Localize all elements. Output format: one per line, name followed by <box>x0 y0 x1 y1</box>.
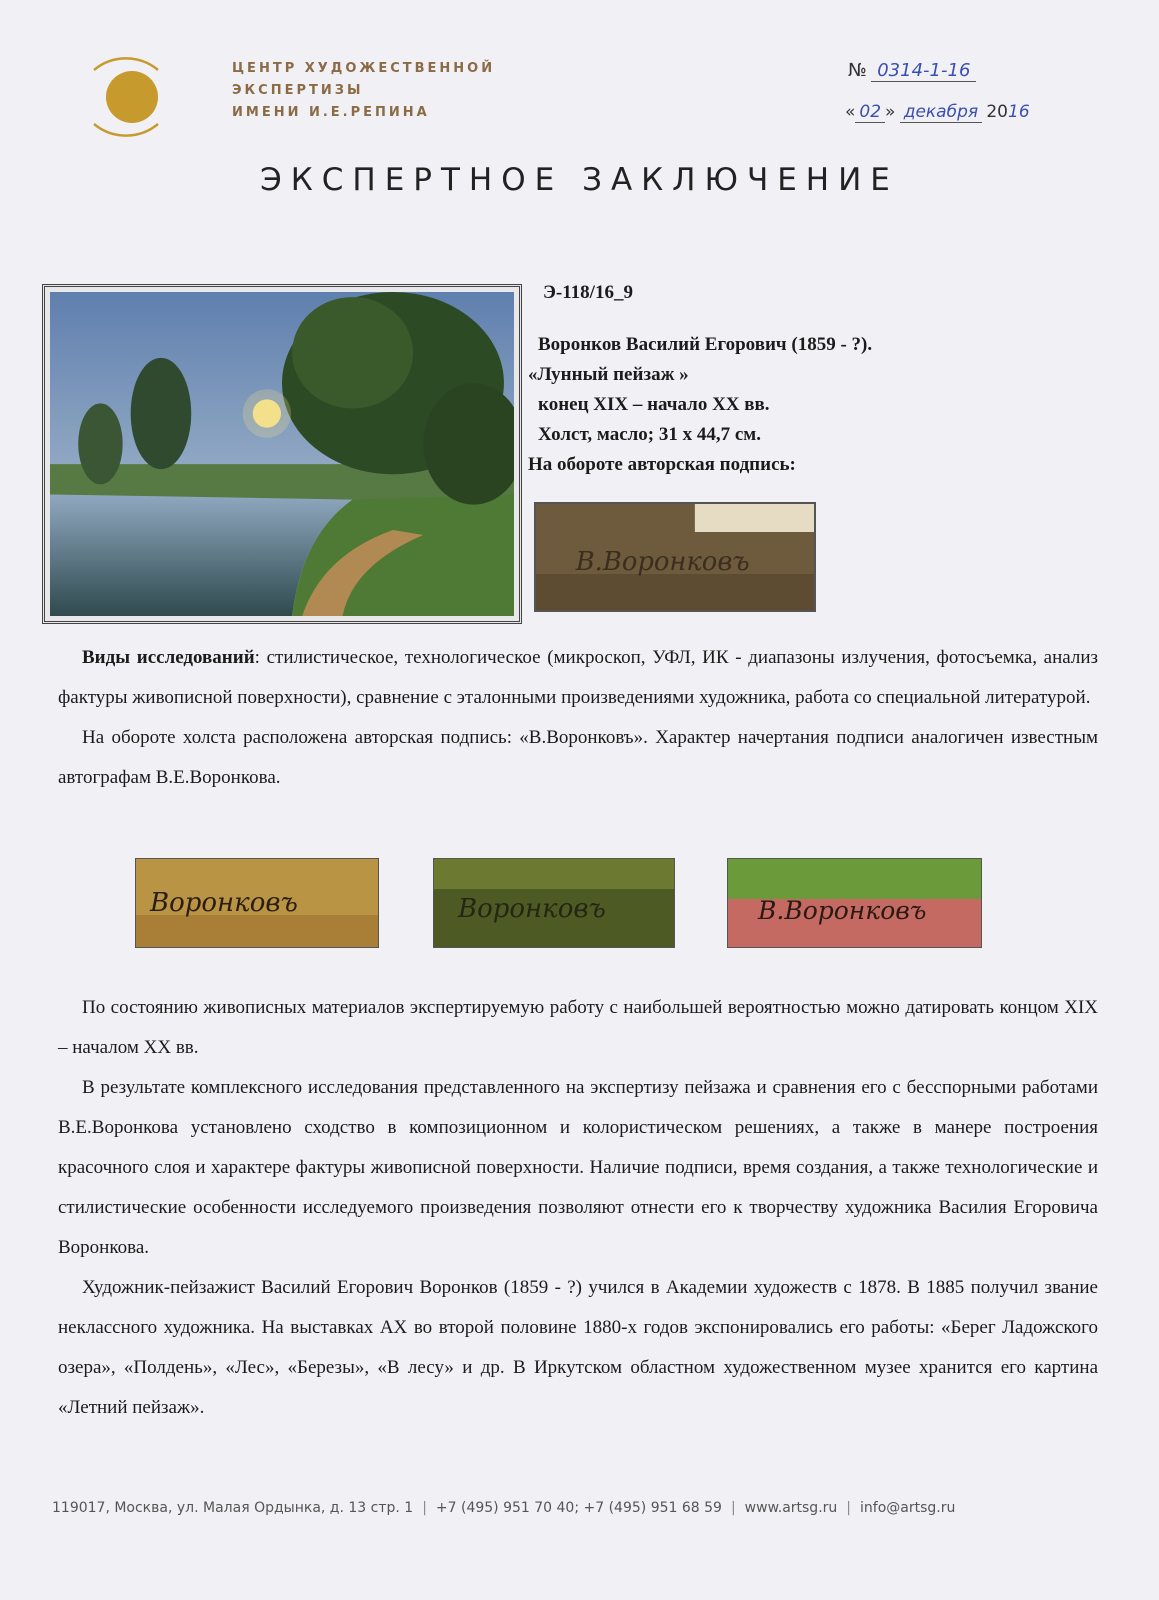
conclusion-section <box>58 988 1098 1428</box>
footer-contacts <box>52 1500 1112 1516</box>
signature-sample <box>135 858 379 948</box>
result-paragraph: В результате комплексного исследования представленного на экспертизу пейзажа и сравнения его с бесспорными работами В.Е.Воронкова установлено сходство в композиционном и колористическом решениях, а также в манере построения красочного слоя и характере фактуры живописной поверхности. Наличие подписи, время создания, а также технологические и стилистические особенности исследуемого произведения позволяют отнести его к творчеству художника Василия Егоровича Воронкова. <box>58 1077 1098 1258</box>
footer-separator: | <box>422 1500 427 1516</box>
signature-paragraph: На обороте холста расположена авторская подпись: «В.Воронковъ». Характер начертания подписи аналогичен известным автографам В.Е.Воронкова. <box>58 727 1098 788</box>
bio-paragraph: Художник-пейзажист Василий Егорович Воронков (1859 - ?) учился в Академии художеств с 1878. В 1885 получил звание неклассного художника. На выставках АХ во второй половине 1880-х годов экспонировались его работы: «Берег Ладожского озера», «Полдень», «Лес», «Березы», «В лесу» и др. В Иркутском областном художественном музее хранится его картина «Летний пейзаж». <box>58 1277 1098 1418</box>
date-year-hand: 16 <box>1008 102 1030 122</box>
org-name <box>232 58 495 124</box>
signature-sample <box>727 858 982 948</box>
research-text: : стилистическое, технологическое (микроскоп, УФЛ, ИК - диапазоны излучения, фотосъемка, анализ фактуры живописной поверхности), сравнение с эталонными произведениями художника, работа со специальной литературой. <box>58 647 1098 708</box>
date-day: 02 <box>855 102 885 123</box>
artwork-title: «Лунный пейзаж » <box>528 364 689 385</box>
footer-separator: | <box>730 1500 736 1516</box>
org-name-line: ЦЕНТР ХУДОЖЕСТВЕННОЙ <box>232 61 496 76</box>
number-prefix: № <box>848 60 867 81</box>
signature-note: На обороте авторская подпись: <box>528 454 796 475</box>
dating-paragraph: По состоянию живописных материалов экспертируемую работу с наибольшей вероятностью можно датировать концом XIX – началом XX вв. <box>58 997 1098 1058</box>
signature-sample-text: В.Воронковъ <box>758 896 927 925</box>
signature-photo-main <box>534 502 816 612</box>
footer-email[interactable]: info@artsg.ru <box>860 1500 956 1516</box>
signature-sample-text: Воронковъ <box>150 888 298 918</box>
org-logo <box>76 42 176 152</box>
signature-sample <box>433 858 675 948</box>
date-quote-close: » <box>885 102 896 122</box>
org-name-line: ЭКСПЕРТИЗЫ <box>232 83 364 98</box>
footer-website[interactable]: www.artsg.ru <box>744 1500 838 1516</box>
artwork-medium: Холст, масло; 31 х 44,7 см. <box>538 424 761 445</box>
artwork-code: Э-118/16_9 <box>543 282 633 303</box>
research-paragraph <box>58 638 1098 718</box>
number-value: 0314-1-16 <box>871 60 976 82</box>
document-title: ЭКСПЕРТНОЕ ЗАКЛЮЧЕНИЕ <box>260 162 899 198</box>
document-date <box>845 102 1030 122</box>
research-label: Виды исследований <box>82 647 255 668</box>
footer-address: 119017, Москва, ул. Малая Ордынка, д. 13 стр. 1 <box>52 1500 414 1516</box>
artwork-artist: Воронков Василий Егорович (1859 - ?). <box>538 334 873 355</box>
footer-separator: | <box>846 1500 851 1516</box>
date-month: декабря <box>900 102 982 123</box>
painting-photo <box>42 284 522 624</box>
signature-sample-text: Воронковъ <box>458 894 606 924</box>
org-name-line: ИМЕНИ И.Е.РЕПИНА <box>232 105 430 120</box>
research-section <box>58 638 1098 798</box>
footer-phones: +7 (495) 951 70 40; +7 (495) 951 68 59 <box>435 1500 722 1516</box>
artwork-info <box>528 278 1128 480</box>
document-number <box>848 60 976 81</box>
artwork-dating: конец XIX – начало XX вв. <box>538 394 770 415</box>
date-year-printed: 20 <box>986 102 1008 122</box>
date-quote-open: « <box>845 102 856 122</box>
signature-main-text: В.Воронковъ <box>575 546 750 578</box>
